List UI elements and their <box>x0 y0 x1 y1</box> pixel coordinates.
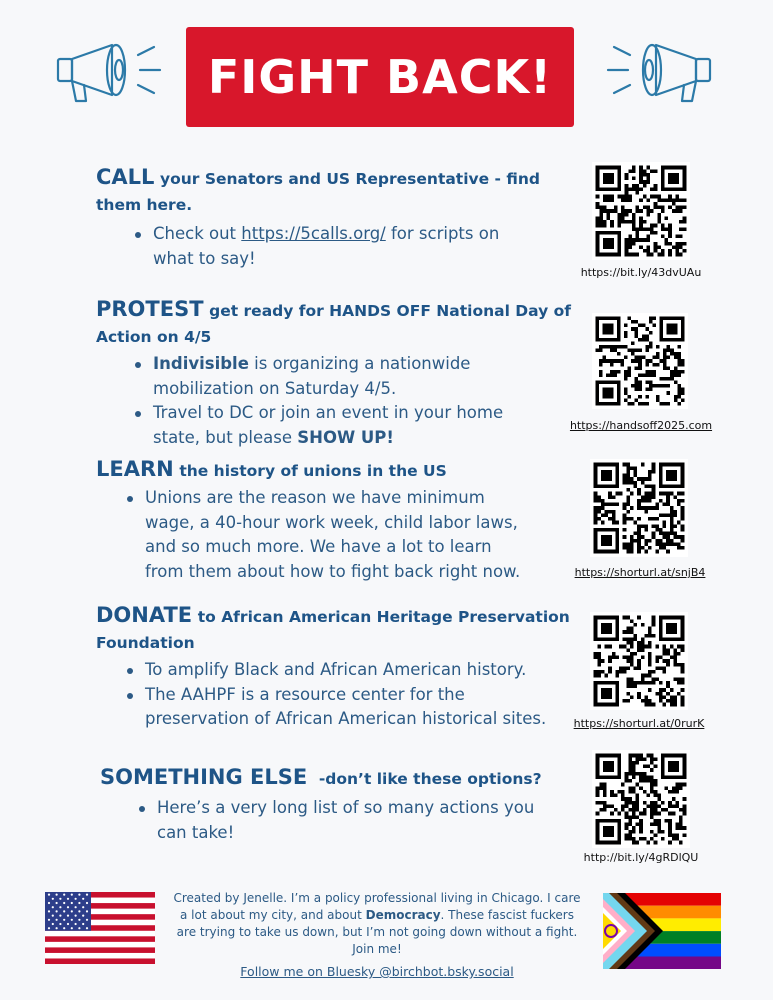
bullet-list <box>126 658 571 732</box>
qr-code[interactable] <box>590 612 688 710</box>
section-donate <box>96 603 586 732</box>
section-protest <box>96 297 576 450</box>
bullet-item: Here’s a very long list of so many actions you can take! <box>138 796 548 845</box>
section-learn <box>96 457 566 584</box>
footer-text: Created by Jenelle. I’m a policy professional living in Chicago. I care a lot about my city, and about Democracy. These fascist fuckers are trying to take us down, but I’m not going down without a fight. Join me! <box>173 891 581 956</box>
bullet-list <box>138 796 548 845</box>
qr-label[interactable]: https://shorturl.at/snjB4 <box>574 566 706 579</box>
qr-code[interactable] <box>592 750 690 848</box>
bullet-list <box>126 486 521 584</box>
bullet-list <box>134 352 529 450</box>
section-heading: CALL your Senators and US Representative - find them here. <box>96 165 540 214</box>
us-flag-icon <box>45 892 155 964</box>
section-something-else <box>100 765 570 845</box>
megaphone-left-icon <box>50 35 168 105</box>
qr-code[interactable] <box>592 162 690 260</box>
bullet-item: Check out https://5calls.org/ for scripts on what to say! <box>134 222 534 271</box>
section-heading: DONATE to African American Heritage Preservation Foundation <box>96 603 570 652</box>
bullet-item: Indivisible is organizing a nationwide mobilization on Saturday 4/5. <box>134 352 529 401</box>
qr-code[interactable] <box>592 313 688 409</box>
bullet-item: Travel to DC or join an event in your home state, but please SHOW UP! <box>134 401 529 450</box>
qr-label[interactable]: https://shorturl.at/0rurK <box>573 717 705 730</box>
section-heading: PROTEST get ready for HANDS OFF National Day of Action on 4/5 <box>96 297 572 346</box>
bluesky-follow-link[interactable]: Follow me on Bluesky @birchbot.bsky.social <box>240 964 514 979</box>
qr-label[interactable]: https://handsoff2025.com <box>569 419 713 432</box>
bullet-item: Unions are the reason we have minimum wage, a 40-hour work week, child labor laws, and so much more. We have a lot to learn from them about how to fight back right now. <box>126 486 521 584</box>
section-heading: LEARN the history of unions in the US <box>96 457 447 481</box>
page-title: FIGHT BACK! <box>207 50 553 104</box>
5calls-link[interactable]: https://5calls.org/ <box>241 224 386 243</box>
bullet-item: To amplify Black and African American history. <box>126 658 571 683</box>
pride-flag-icon <box>603 893 721 969</box>
title-banner <box>186 27 574 127</box>
section-heading: SOMETHING ELSE -don’t like these options? <box>100 765 542 789</box>
bullet-list <box>134 222 534 271</box>
qr-label: http://bit.ly/4gRDlQU <box>583 851 699 864</box>
bullet-item: The AAHPF is a resource center for the preservation of African American historical sites. <box>126 683 571 732</box>
section-call <box>96 165 566 271</box>
qr-code[interactable] <box>590 459 688 557</box>
qr-label: https://bit.ly/43dvUAu <box>580 266 702 279</box>
megaphone-right-icon <box>600 35 718 105</box>
